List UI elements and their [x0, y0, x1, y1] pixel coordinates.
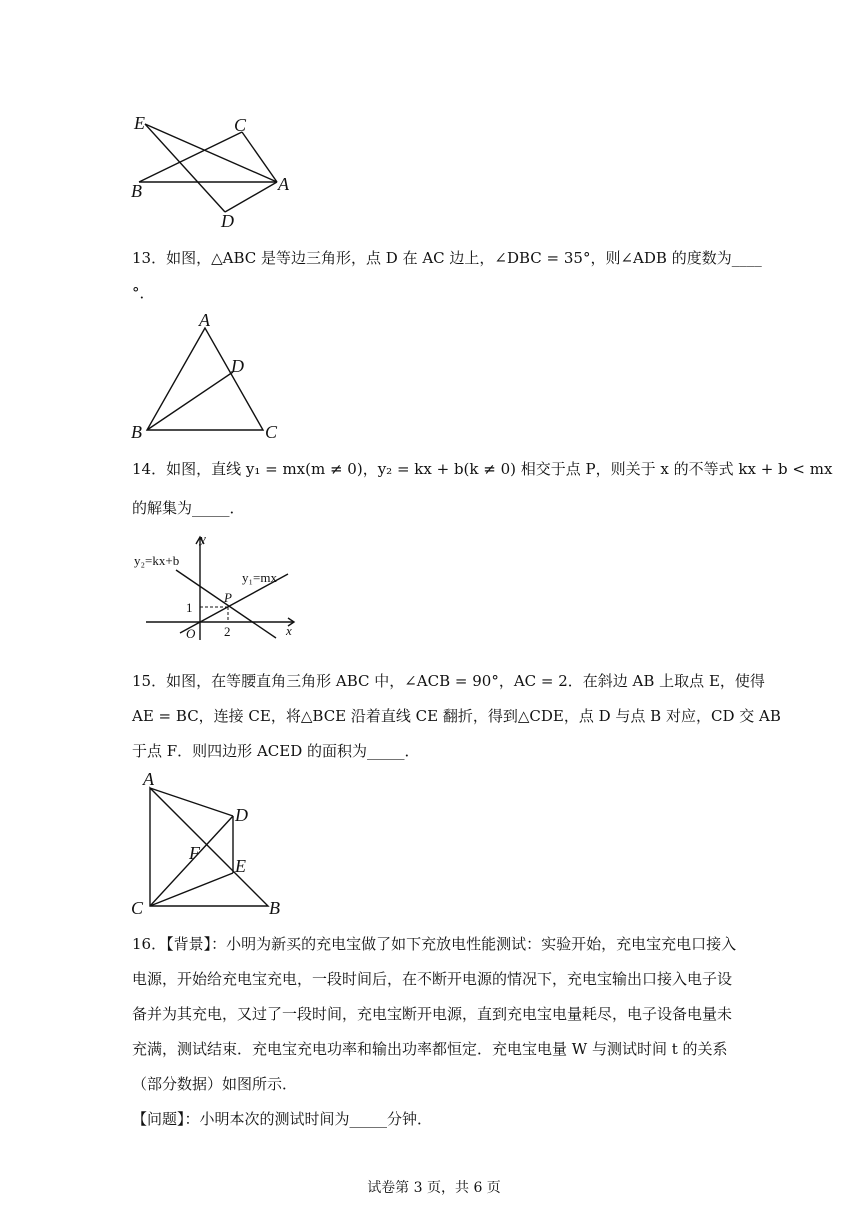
q14-text-line1: 14．如图，直线 y₁ = mx(m ≠ 0)，y₂ = kx + b(k ≠ 0) 相交于点 P，则关于 x 的不等式 kx + b < mx: [132, 460, 833, 478]
label-E: E: [134, 113, 145, 133]
y1-label: y₁=mx: [242, 570, 277, 585]
q16-text-line5: （部分数据）如图所示．: [132, 1075, 298, 1093]
q16-text-line4: 充满，测试结束．充电宝充电功率和输出功率都恒定．充电宝电量 W 与测试时间 t 的关系: [132, 1040, 728, 1058]
label-E: E: [235, 856, 246, 876]
y2-label: y₂=kx+b: [134, 553, 180, 568]
x-axis-label: x: [286, 623, 292, 638]
q14-text-line2: 的解集为_____．: [132, 499, 245, 517]
label-C: C: [131, 898, 144, 918]
label-A: A: [143, 769, 154, 789]
label-A: A: [199, 310, 210, 330]
label-C: C: [234, 115, 247, 135]
figure-14-graph: [128, 530, 308, 650]
label-A: A: [278, 174, 289, 194]
q16-text-line6: 【问题】：小明本次的测试时间为_____分钟．: [132, 1110, 433, 1128]
q15-text-line2: AE = BC，连接 CE，将△BCE 沿着直线 CE 翻折，得到△CDE，点 D 与点 B 对应，CD 交 AB: [132, 707, 781, 725]
figure-12: [125, 112, 305, 232]
label-F: F: [189, 843, 200, 863]
label-B: B: [131, 422, 142, 442]
q13-text-line2: °．: [132, 284, 155, 302]
figure-15-triangle: [125, 768, 295, 923]
q16-text-line1: 16．【背景】：小明为新买的充电宝做了如下充放电性能测试：实验开始，充电宝充电口接入: [132, 935, 737, 953]
q13-text-line1: 13．如图，△ABC 是等边三角形，点 D 在 AC 边上，∠DBC = 35°，则∠ADB 的度数为____: [132, 249, 762, 267]
q15-text-line3: 于点 F．则四边形 ACED 的面积为_____．: [132, 742, 420, 760]
label-B: B: [269, 898, 280, 918]
label-C: C: [265, 422, 278, 442]
point-P-label: P: [224, 590, 232, 605]
tick-x-2: 2: [224, 624, 231, 639]
origin-label: O: [186, 626, 196, 641]
figure-13-triangle: [125, 310, 295, 445]
y-axis-label: y: [200, 531, 206, 546]
label-D: D: [231, 356, 244, 376]
label-B: B: [131, 181, 142, 201]
label-D: D: [221, 211, 234, 231]
q15-text-line1: 15．如图，在等腰直角三角形 ABC 中，∠ACB = 90°，AC = 2．在斜边 AB 上取点 E，使得: [132, 672, 765, 690]
q16-text-line3: 备并为其充电，又过了一段时间，充电宝断开电源，直到充电宝电量耗尽，电子设备电量未: [132, 1005, 733, 1023]
q16-text-line2: 电源，开始给充电宝充电，一段时间后，在不断开电源的情况下，充电宝输出口接入电子设: [132, 970, 733, 988]
tick-y-1: 1: [186, 600, 193, 615]
page-footer: 试卷第 3 页，共 6 页: [367, 1180, 501, 1196]
label-D: D: [235, 805, 248, 825]
